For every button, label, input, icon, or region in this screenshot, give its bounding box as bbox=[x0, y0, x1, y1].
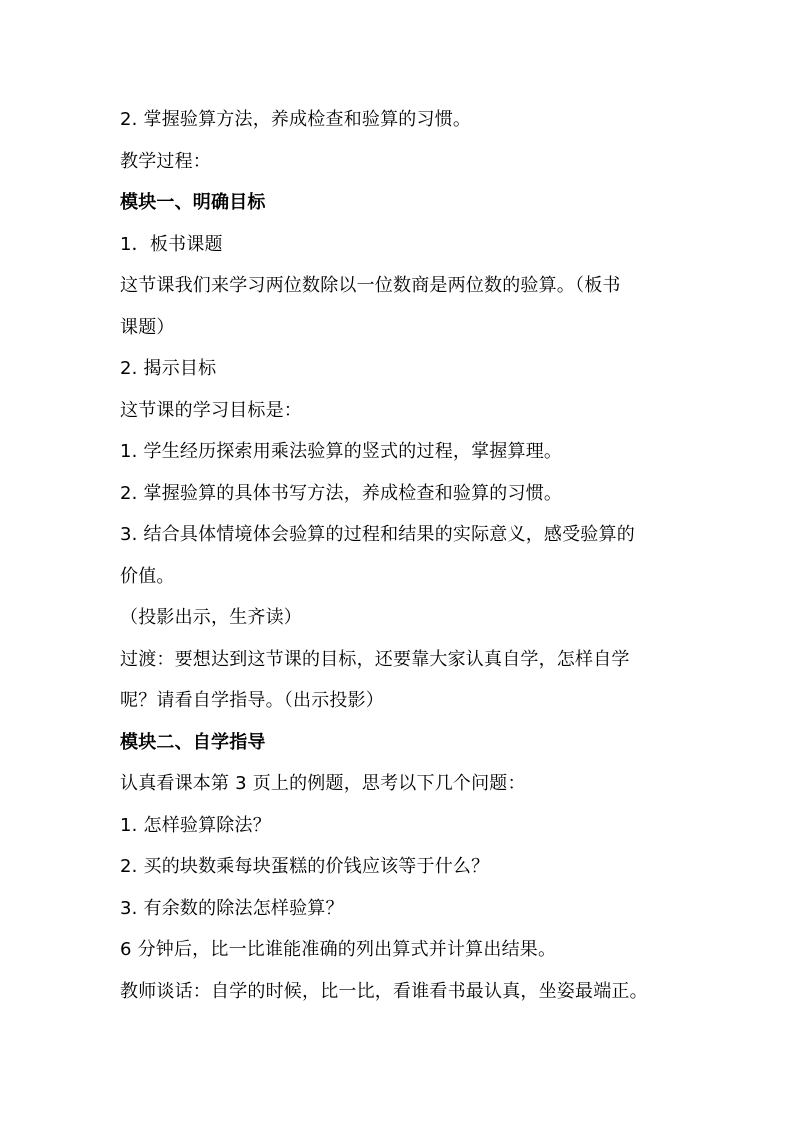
text-line-8: 这节课的学习目标是： bbox=[120, 399, 302, 421]
text-line-5: 这节课我们来学习两位数除以一位数商是两位数的验算。（板书 bbox=[120, 275, 621, 296]
text-line-13: （投影出示，生齐读） bbox=[120, 607, 302, 628]
text-line-21: 6 分钟后，比一比谁能准确的列出算式并计算出结果。 bbox=[120, 939, 557, 960]
text-line-2: 教学过程： bbox=[120, 150, 211, 172]
text-line-20: 3. 有余数的除法怎样验算？ bbox=[120, 897, 344, 919]
document-body bbox=[120, 99, 680, 1012]
text-line-19: 2. 买的块数乘每块蛋糕的价钱应该等于什么？ bbox=[120, 856, 490, 877]
text-line-6: 课题） bbox=[120, 316, 175, 338]
text-line-7: 2. 揭示目标 bbox=[120, 358, 217, 379]
text-line-15: 呢？请看自学指导。（出示投影） bbox=[120, 690, 384, 711]
text-line-18: 1. 怎样验算除法？ bbox=[120, 814, 271, 836]
text-line-9: 1. 学生经历探索用乘法验算的竖式的过程，掌握算理。 bbox=[120, 441, 563, 462]
text-line-12: 价值。 bbox=[120, 565, 175, 587]
section-heading-1: 模块一、明确目标 bbox=[120, 192, 266, 213]
section-heading-2: 模块二、自学指导 bbox=[120, 731, 266, 753]
text-line-22: 教师谈话：自学的时候，比一比，看谁看书最认真，坐姿最端正。 bbox=[120, 980, 648, 1002]
text-line-11: 3. 结合具体情境体会验算的过程和结果的实际意义，感受验算的 bbox=[120, 524, 635, 545]
text-line-10: 2. 掌握验算的具体书写方法，养成检查和验算的习惯。 bbox=[120, 482, 563, 504]
text-line-14: 过渡：要想达到这节课的目标，还要靠大家认真自学，怎样自学 bbox=[120, 648, 630, 670]
text-line-17: 认真看课本第 3 页上的例题，思考以下几个问题： bbox=[120, 773, 526, 794]
text-line-4: 1．板书课题 bbox=[120, 233, 223, 255]
text-line-1: 2. 掌握验算方法，养成检查和验算的习惯。 bbox=[120, 109, 472, 130]
